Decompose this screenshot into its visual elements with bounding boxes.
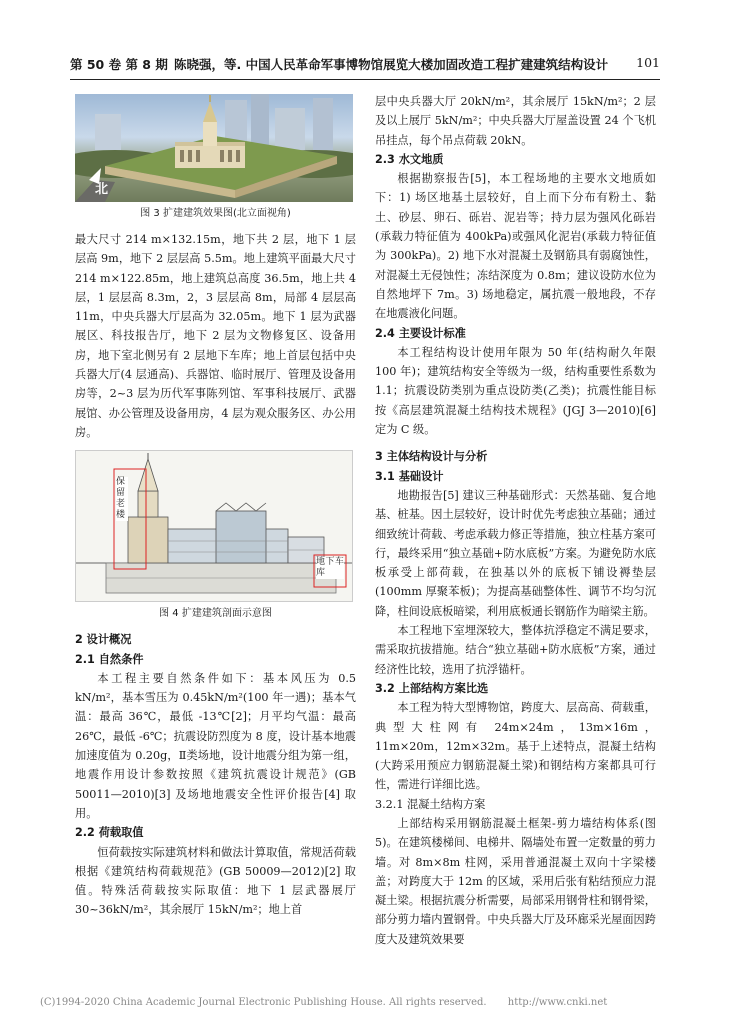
page-footer: [40, 997, 690, 1008]
section-2-3-heading: 2.3 水文地质: [375, 152, 444, 166]
north-arrow-label: 北: [95, 182, 109, 197]
paragraph-2-3: 根据勘察报告[5]，本工程场地的主要水文地质如下：1) 场区地基土层较好，自上而下分布有粉土、黏土、砂层、卵石、砾岩、泥岩等；持力层为强风化砾岩(承载力特征值为 400kPa)或强风化泥岩(承载力特征值为 300kPa)。2) 地下水对混凝土及钢筋具有弱腐蚀性，对混凝土无侵蚀性；冻结深度为 0.8m；建议设防水位为自然地坪下 7m。3) 场地稳定，属抗震一般地段，不存在地震液化问题。: [375, 172, 656, 321]
section-3-2-1-heading: 3.2.1 混凝土结构方案: [375, 797, 486, 811]
running-title: 陈晓强，等. 中国人民革命军事博物馆展览大楼加固改造工程扩建建筑结构设计: [174, 57, 609, 72]
right-column: [375, 92, 656, 949]
section-2-heading: 2 设计概况: [75, 633, 132, 647]
footer-url: http://www.cnki.net: [507, 997, 608, 1008]
paragraph-3-2: 本工程为特大型博物馆，跨度大、层高高、荷载重，典型大柱网有 24m×24m，13m×16m，11m×20m，12m×32m。基于上述特点，混凝土结构(大跨采用预应力钢筋混凝土梁)和钢结构方案都具可行性，需进行详细比选。: [375, 701, 656, 792]
left-column: [75, 92, 356, 920]
copyright-notice: (C)1994-2020 China Academic Journal Electronic Publishing House. All rights reserved.: [40, 997, 487, 1008]
label-old-building: 保留老楼: [116, 477, 128, 521]
paragraph-2-2: 恒荷载按实际建筑材料和做法计算取值，常规活荷载根据《建筑结构荷载规范》(GB 50009—2012)[2] 取值。特殊活荷载按实际取值：地下 1 层武器展厅 30~36kN/m²，其余展厅 15kN/m²；地上首: [75, 845, 356, 917]
paragraph-3-1b: 本工程地下室埋深较大，整体抗浮稳定不满足要求，需采取抗拔措施。结合“独立基础+防水底板”方案，通过经济性比较，选用了抗浮锚杆。: [375, 624, 656, 676]
section-2-2-heading: 2.2 荷载取值: [75, 826, 144, 840]
section-3-2-heading: 3.2 上部结构方案比选: [375, 681, 489, 695]
paragraph-3-1a: 地勘报告[5] 建议三种基础形式：天然基础、复合地基、桩基。因土层较好，设计时优先考虑独立基础；通过细致统计荷载、考虑承载力修正等措施，独立柱基方案可行，最终采用“独立基础+防水底板”方案。为避免防水底板承受上部荷载，在独基以外的底板下铺设褥垫层(100mm 厚聚苯板)；为提高基础整体性、调节不均匀沉降，柱间设底板暗梁，利用底板通长钢筋作为暗梁主筋。: [375, 488, 656, 618]
paragraph-load-continued: 层中央兵器大厅 20kN/m²，其余展厅 15kN/m²；2 层及以上展厅 5kN/m²；中央兵器大厅屋盖设置 24 个飞机吊挂点，每个吊点荷载 20kN。: [375, 95, 656, 147]
paragraph-intro: 最大尺寸 214 m×132.15m，地下共 2 层，地下 1 层层高 9m，地下 2 层层高 5.5m。地上建筑平面最大尺寸 214 m×122.85m，地上建筑总高度 36.5m，地上共 4 层，1 层层高 8.3m，2，3 层层高 8m，局部 4 层层高 11m，中央兵器大厅层高为 32.05m。地下 1 层为武器展区、科技报告厅，地下 2 层为文物修复区、设备用房，地下室北侧另有 2 层地下车库；地上首层包括中央兵器大厅(4 层通高)、兵器馆、临时展厅、管理及设备用房等，2~3 层为历代军事陈列馆、军事科技展厅、武器展馆、办公管理及设备用房，4 层为观众服务区、办公用房。: [75, 233, 356, 439]
header-rule: [70, 79, 660, 80]
figure-4-section-drawing: [75, 450, 353, 602]
paragraph-2-1: 本工程主要自然条件如下：基本风压为 0.5 kN/m²，基本雪压为 0.45kN/m²(100 年一遇)；基本气温：最高 36℃，最低 -13℃[2]；月平均气温：最高 26℃，最低 -6℃；抗震设防烈度为 8 度，设计基本地震加速度值为 0.20g，Ⅱ类场地，设计地震分组为第一组，地震作用设计参数按照《建筑抗震设计规范》(GB 50011—2010)[3] 及场地地震安全性评价报告[4] 取用。: [75, 671, 356, 820]
figure-4-caption: 图 4 扩建建筑剖面示意图: [159, 608, 272, 620]
journal-volume: 第 50 卷 第 8 期: [70, 57, 168, 72]
figure-3-rendering: [75, 94, 353, 202]
section-3-heading: 3 主体结构设计与分析: [375, 450, 488, 464]
section-3-1-heading: 3.1 基础设计: [375, 469, 444, 483]
label-underground-garage: 地下车库: [316, 557, 344, 579]
building-rendering-image: [75, 94, 353, 202]
figure-3-caption: 图 3 扩建建筑效果图(北立面视角): [140, 208, 291, 219]
section-2-4-heading: 2.4 主要设计标准: [375, 326, 466, 340]
section-drawing-image: [76, 451, 352, 601]
section-2-1-heading: 2.1 自然条件: [75, 652, 144, 666]
paragraph-2-4: 本工程结构设计使用年限为 50 年(结构耐久年限 100 年)；建筑结构安全等级为一级，结构重要性系数为 1.1；抗震设防类别为重点设防类(乙类)；抗震性能目标按《高层建筑混凝土结构技术规程》(JGJ 3—2010)[6] 定为 C 级。: [375, 345, 656, 437]
paragraph-3-2-1: 上部结构采用钢筋混凝土框架-剪力墙结构体系(图 5)。在建筑楼梯间、电梯井、隔墙处布置一定数量的剪力墙。对 8m×8m 柱网，采用普通混凝土双向十字梁楼盖；对跨度大于 12m 的区域，采用后张有粘结预应力混凝土梁。根据抗震分析需要，局部采用钢骨柱和钢骨梁，部分剪力墙内置钢骨。中央兵器大厅及环廊采光屋面因跨度大及建筑效果要: [375, 816, 656, 946]
running-header: [70, 55, 660, 77]
page-number: 101: [636, 55, 660, 70]
